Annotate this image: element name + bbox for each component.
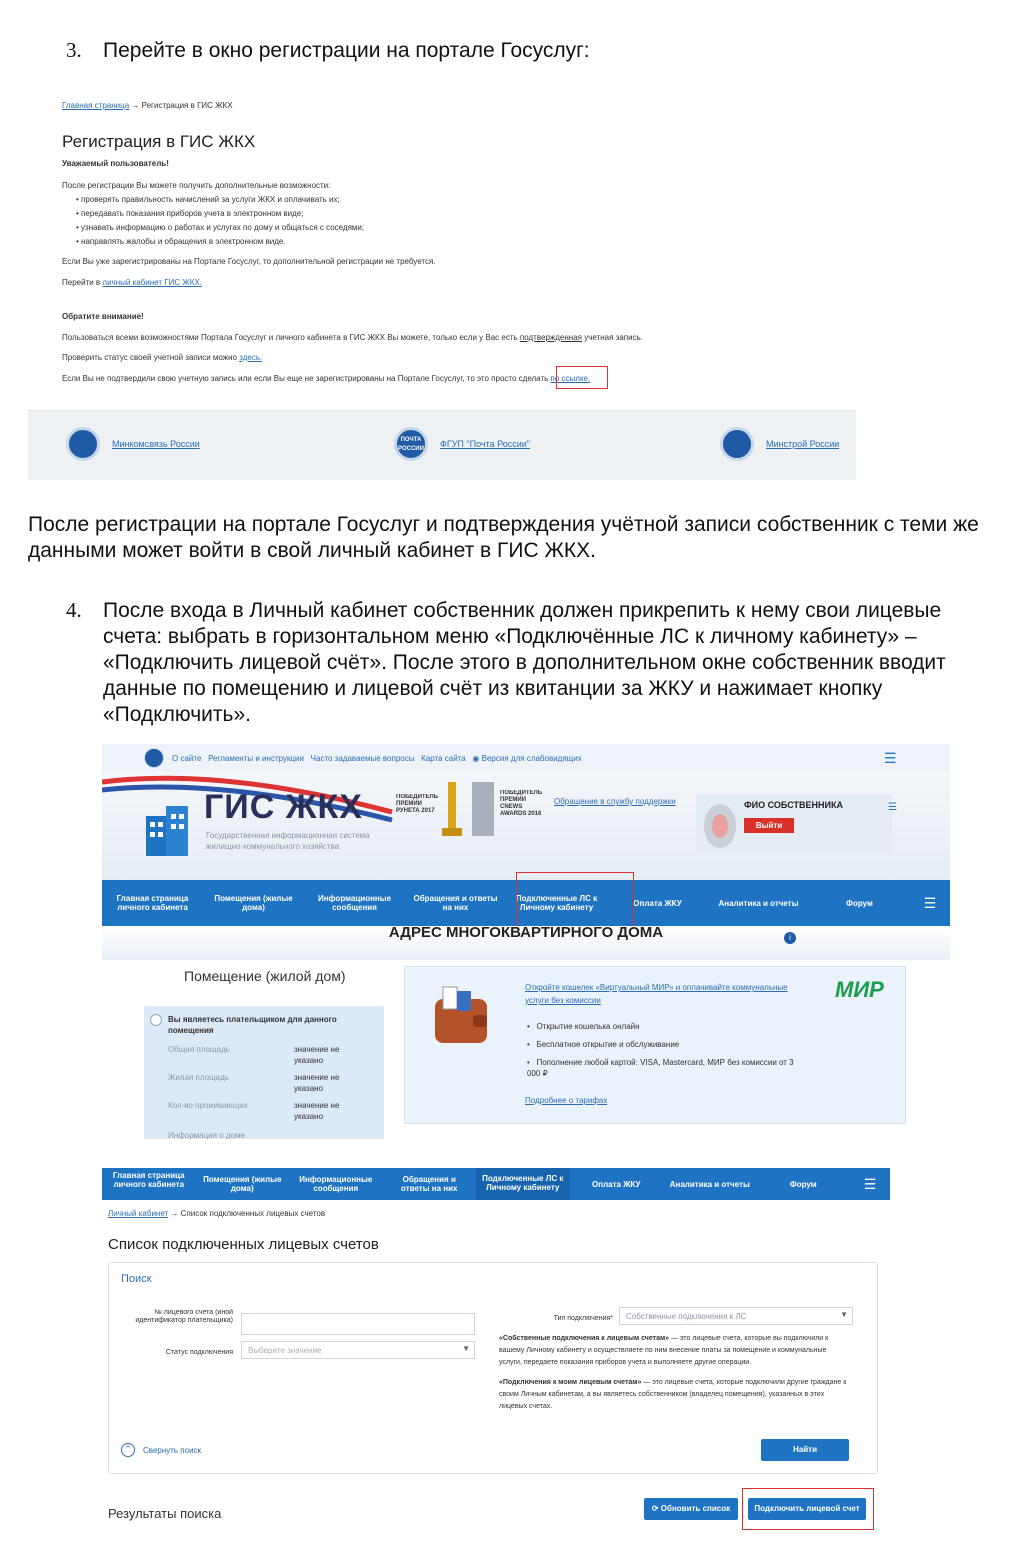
status-select[interactable] [241,1341,475,1359]
registration-screenshot [28,92,856,480]
personal-cabinet-link[interactable]: личный кабинет ГИС ЖКХ. [102,278,202,287]
user-avatar-icon [698,796,742,850]
collapse-icon[interactable]: ⌃ [121,1443,135,1457]
promo-item: • Бесплатное открытие и обслуживание [527,1040,680,1049]
benefit-item: • узнавать информацию о работах и услугах по дому и общаться с соседями; [76,223,365,232]
connect-account-button[interactable]: Подключить лицевой счет [748,1498,866,1520]
note-status-text: Проверить статус своей учетной записи можно [62,353,237,362]
nav-home[interactable]: Главная страница личного кабинета [116,894,189,912]
payer-checkbox[interactable] [150,1014,162,1026]
house-info-label: Информация о доме [168,1131,245,1140]
greeting: Уважаемый пользователь! [62,159,169,168]
prop-value: значение не указано [294,1073,340,1093]
award-cnews: ПОБЕДИТЕЛЬ ПРЕМИИ CNEWS AWARDS 2016 [500,790,543,817]
registration-title: Регистрация в ГИС ЖКХ [62,132,256,151]
prop-label: Общая площадь [168,1045,230,1054]
gis-zhkh-logo: ГИС ЖКХ [204,788,363,826]
room-title: Помещение (жилой дом) [184,968,346,984]
step-4-text: После входа в Личный кабинет собственник должен прикрепить к нему свои лицевые счета: выбрать в горизонтальном меню «Подключённые ЛС к личному кабинету» – «Подключить лицевой счёт». После этого в дополнительном окне собственник вводит данные по помещению и лицевой счёт из квитанции за ЖКУ и нажимает кнопку «Подключить». [103,599,946,726]
nav-premises[interactable]: Помещения (жилые дома) [214,894,293,912]
type-select[interactable] [619,1307,853,1325]
paragraph-after-registration: После регистрации на портале Госуслуг и подтверждения учётной записи собственник с теми же данными может войти в свой личный кабинет в ГИС ЖКХ. [28,513,979,562]
desc-own-text: — это лицевые счета, которые вы подключили к вашему Личному кабинету и осуществляете по ним внесение платы за помещение и коммунальные услуги, передаете показания приборов учета и выполняете другие операции. [499,1335,829,1366]
mir-promo-panel [404,966,906,1124]
nav-payment[interactable]: Оплата ЖКУ [592,1179,641,1189]
nav-premises[interactable]: Помещения (жилые дома) [203,1175,282,1193]
step-3-number: 3. [66,38,82,62]
top-link-sitemap[interactable]: Карта сайта [421,754,466,763]
accounts-list-screenshot [102,1168,890,1548]
status-placeholder: Выберите значение [248,1346,322,1355]
menu-icon[interactable]: ☰ [884,750,897,766]
logo-subtitle: Государственная информационная система жилищно-коммунального хозяйства [206,831,370,851]
cabinet-screenshot [102,744,950,1139]
nav-analytics[interactable]: Аналитика и отчеты [669,1179,750,1189]
highlight-connect-account [742,1488,874,1530]
already-registered-text: Если Вы уже зарегистрированы на Портале Госуслуг, то дополнительной регистрации не требуется. [62,257,436,266]
prop-label: Кол-во проживающих [168,1101,248,1110]
cnews-award-icon [468,778,498,840]
nav-messages[interactable]: Информационные сообщения [317,894,392,912]
minstroy-emblem-icon [720,427,754,461]
coat-of-arms-icon [144,748,164,768]
nav-home[interactable]: Главная страница личного кабинета [112,1170,185,1189]
status-label: Статус подключения [165,1349,233,1356]
breadcrumb-home-link[interactable]: Главная страница [62,101,130,110]
attention-heading: Обратите внимание! [62,312,144,321]
user-name: ФИО СОБСТВЕННИКА [744,800,844,810]
desc-own-bold: «Собственные подключения к лицевым счетам» [499,1335,670,1342]
benefit-item: • проверять правильность начислений за услуги ЖКХ и оплачивать их; [76,195,340,204]
search-panel [108,1262,878,1474]
prop-value: значение не указано [294,1045,340,1065]
nav-menu-icon[interactable]: ☰ [923,894,937,911]
note-register-text: Если Вы не подтвердили свою учетную запись или если Вы еще не зарегистрированы на Портале Госуслуг, то это просто сделать [62,374,549,383]
nav-messages[interactable]: Информационные сообщения [299,1175,373,1193]
support-link[interactable]: Обращение в службу поддержки [554,797,676,806]
logout-button[interactable]: Выйти [744,818,794,833]
info-icon[interactable]: i [784,932,796,944]
benefit-item: • направлять жалобы и обращения в электронном виде. [76,237,286,246]
type-value: Собственные подключения к ЛС [626,1312,747,1321]
payer-question: Вы являетесь плательщиком для данного помещения [168,1015,337,1035]
highlight-connected-accounts [516,872,634,928]
breadcrumb-separator: → [131,101,140,110]
header-area [102,772,950,880]
nav-connected-accounts[interactable]: Подключенные ЛС к Личному кабинету [476,1168,570,1200]
nav-analytics[interactable]: Аналитика и отчеты [718,898,799,908]
refresh-icon: ⟳ [651,1504,659,1513]
mir-logo: МИР [835,977,884,1002]
find-button[interactable]: Найти [761,1439,849,1461]
page-title: Список подключенных лицевых счетов [108,1236,379,1253]
prop-label: Жилая площадь [168,1073,229,1082]
nav-forum[interactable]: Форум [846,898,873,908]
results-title: Результаты поиска [108,1506,222,1521]
top-link-regulations[interactable]: Регламенты и инструкции [208,754,304,763]
pochta-logo-icon: ПОЧТА РОССИИ [394,427,428,461]
user-menu-icon[interactable]: ☰ [888,802,897,813]
desc-others-text: — это лицевые счета, которые подключили другие граждане к своим Личным кабинетам, а вы являетесь собственником (владелец помещения), указанных в этих лицевых счетах. [499,1379,847,1410]
promo-item: • Открытие кошелька онлайн [527,1022,640,1031]
award-runet: ПОБЕДИТЕЛЬ ПРЕМИИ РУНЕТА 2017 [396,794,439,814]
nav-forum[interactable]: Форум [789,1179,817,1189]
confirmed-account-link[interactable]: подтвержденная [519,333,582,342]
top-link-faq[interactable]: Часто задаваемые вопросы [310,754,415,763]
breadcrumb-current: Регистрация в ГИС ЖКХ [141,101,233,110]
account-number-input[interactable] [241,1313,475,1335]
type-label: Тип подключения* [553,1315,613,1322]
chevron-down-icon: ▼ [462,1344,470,1353]
nav-menu-icon[interactable]: ☰ [863,1175,877,1192]
step-3-text: Перейте в окно регистрации на портале Госуслуг: [103,39,590,62]
note-confirmed-suffix: учетная запись. [584,333,643,342]
address-band [102,926,950,960]
desc-others-bold: «Подключения к моим лицевым счетам» [499,1379,642,1386]
account-number-label: № лицевого счета (иной идентификатор плательщика) [135,1309,233,1324]
minkomsvyaz-emblem-icon [66,427,100,461]
promo-item: • Пополнение любой картой: VISA, Mastercard, МИР без комиссии от 3 000 ₽ [527,1058,794,1078]
goto-prefix: Перейти в [62,278,101,287]
room-properties-panel [144,1006,384,1139]
collapse-search-link[interactable]: Свернуть поиск [143,1446,202,1455]
footer-link-pochta[interactable]: ФГУП "Почта России" [440,439,530,449]
top-link-accessibility[interactable]: Версия для слабовидящих [481,754,582,763]
wallet-icon [429,985,493,1047]
address-title: АДРЕС МНОГОКВАРТИРНОГО ДОМА [388,924,664,941]
nav-connected-accounts[interactable]: Подключенные ЛС к Личному кабинету [515,894,598,912]
chevron-down-icon: ▼ [840,1310,848,1319]
tariffs-link[interactable]: Подробнее о тарифах [525,1096,608,1105]
highlight-register-link [556,366,608,389]
refresh-list-button[interactable]: ⟳ Обновить список [644,1498,738,1520]
main-nav [102,1168,890,1200]
breadcrumb-current: Список подключенных лицевых счетов [180,1209,326,1218]
nav-payment[interactable]: Оплата ЖКУ [633,898,682,908]
status-here-link[interactable]: здесь. [239,353,263,362]
intro-text: После регистрации Вы можете получить дополнительные возможности: [62,181,331,190]
nav-appeals[interactable]: Обращения и ответы на них [401,1175,458,1193]
nav-appeals[interactable]: Обращения и ответы на них [413,894,498,912]
footer-link-minkomsvyaz[interactable]: Минкомсвязь России [112,439,200,449]
benefit-item: • передавать показания приборов учета в электронном виде; [76,209,304,218]
note-confirmed-text: Пользоваться всеми возможностями Портала Госуслуг и личного кабинета в ГИС ЖКХ Вы можете, только если у Вас есть [62,333,518,342]
register-link[interactable]: по ссылке. [550,374,591,383]
eye-icon: ◉ [472,754,480,763]
mir-promo-link[interactable]: Откройте кошелек «Виртуальный МИР» и оплачивайте коммунальные услуги без комиссии [525,983,788,1005]
building-logo-icon [142,802,198,858]
footer-band [28,410,856,480]
top-links-bar [102,744,950,772]
top-link-about[interactable]: О сайте [172,754,202,763]
prop-value: значение не указано [294,1101,340,1121]
search-title: Поиск [121,1273,152,1285]
breadcrumb-separator: → [170,1209,179,1218]
trophy-icon [440,778,464,840]
breadcrumb-cabinet-link[interactable]: Личный кабинет [108,1209,169,1218]
footer-link-minstroy[interactable]: Минстрой России [766,439,840,449]
step-4-number: 4. [66,598,82,622]
